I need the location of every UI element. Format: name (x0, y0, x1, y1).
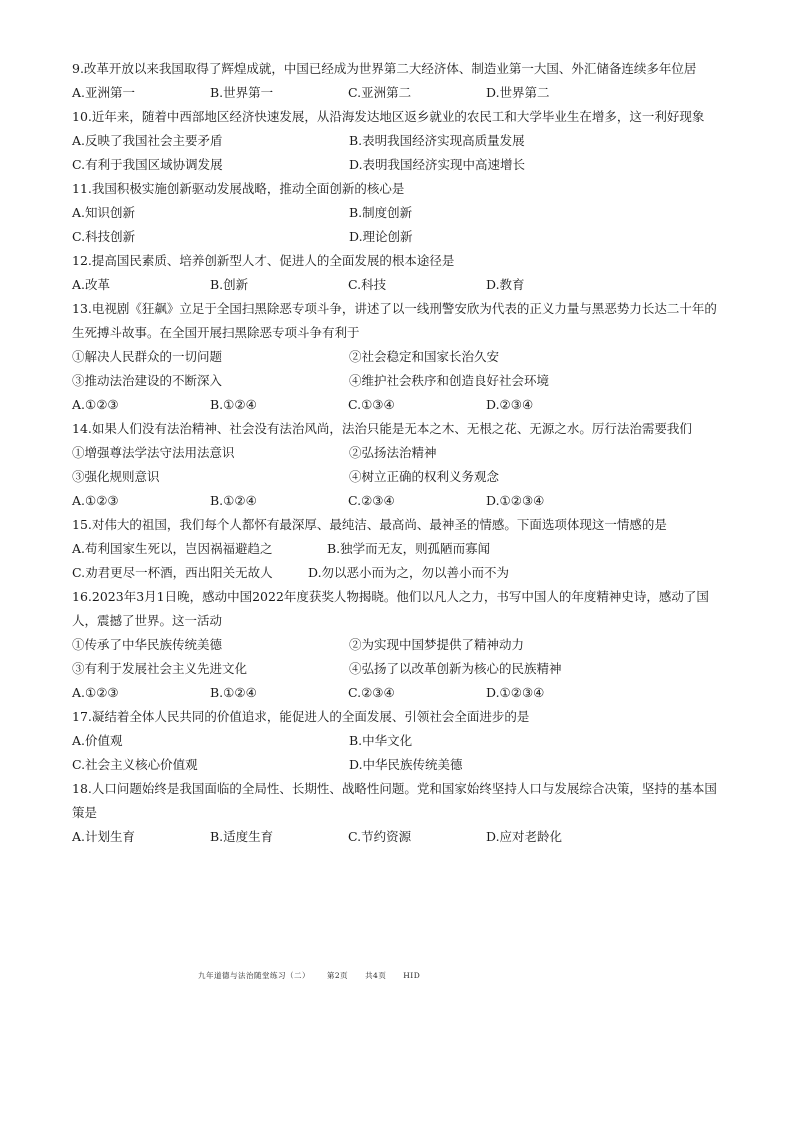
question-17 (72, 705, 722, 777)
options-row (72, 537, 722, 561)
statement-4: ④弘扬了以改革创新为核心的民族精神 (349, 661, 562, 676)
option-c: C.②③④ (348, 685, 395, 700)
option-b: B.创新 (210, 277, 249, 292)
options-row (72, 129, 722, 153)
options-row (72, 681, 722, 705)
question-list (72, 57, 722, 849)
options-row (72, 201, 722, 225)
option-a: A.①②③ (72, 493, 119, 508)
options-row (72, 273, 722, 297)
footer-code: HID (403, 971, 421, 980)
option-c: C.②③④ (348, 493, 395, 508)
option-b: B.独学而无友，则孤陋而寡闻 (327, 541, 491, 556)
question-18 (72, 777, 722, 849)
option-b: B.①②④ (210, 685, 257, 700)
question-stem: 15.对伟大的祖国，我们每个人都怀有最深厚、最纯洁、最高尚、最神圣的情感。下面选项体现这一情感的是 (72, 517, 667, 532)
option-c: C.亚洲第二 (348, 85, 412, 100)
statement-1: ①解决人民群众的一切问题 (72, 349, 223, 364)
question-11 (72, 177, 722, 249)
options-row (72, 81, 722, 105)
footer-page-number: 第2页 (326, 971, 349, 980)
statements-row (72, 657, 722, 681)
statement-1: ①增强尊法学法守法用法意识 (72, 445, 235, 460)
option-c: C.社会主义核心价值观 (72, 757, 198, 772)
options-row (72, 561, 722, 585)
option-d: D.勿以恶小而为之，勿以善小而不为 (308, 565, 510, 580)
statement-2: ②为实现中国梦提供了精神动力 (349, 637, 525, 652)
option-a: A.知识创新 (72, 205, 136, 220)
options-row (72, 825, 722, 849)
option-b: B.表明我国经济实现高质量发展 (349, 133, 525, 148)
options-row (72, 729, 722, 753)
footer-total-pages: 共4页 (365, 971, 387, 980)
option-c: C.有利于我国区域协调发展 (72, 157, 223, 172)
statements-row (72, 441, 722, 465)
option-a: A.苟利国家生死以，岂因祸福避趋之 (72, 541, 273, 556)
option-d: D.应对老龄化 (486, 829, 563, 844)
statement-3: ③强化规则意识 (72, 469, 160, 484)
question-9 (72, 57, 722, 105)
option-c: C.科技创新 (72, 229, 136, 244)
footer-title: 九年道德与法治随堂练习（二） (198, 971, 310, 980)
option-a: A.价值观 (72, 733, 123, 748)
question-stem: 10.近年来，随着中西部地区经济快速发展，从沿海发达地区返乡就业的农民工和大学毕业生在增多，这一利好现象 (72, 109, 705, 124)
option-a: A.①②③ (72, 685, 119, 700)
option-d: D.①②③④ (486, 685, 545, 700)
statement-4: ④维护社会秩序和创造良好社会环境 (349, 373, 550, 388)
question-stem: 13.电视剧《狂飙》立足于全国扫黑除恶专项斗争，讲述了以一线刑警安欣为代表的正义力量与黑恶势力长达二十年的生死搏斗故事。在全国开展扫黑除恶专项斗争有利于 (72, 301, 717, 340)
option-a: A.改革 (72, 277, 111, 292)
statement-3: ③有利于发展社会主义先进文化 (72, 661, 248, 676)
option-b: B.①②④ (210, 493, 257, 508)
option-d: D.中华民族传统美德 (349, 757, 463, 772)
statements-row (72, 465, 722, 489)
options-row (72, 393, 722, 417)
options-row (72, 225, 722, 249)
option-a: A.计划生育 (72, 829, 136, 844)
statements-row (72, 369, 722, 393)
question-stem: 18.人口问题始终是我国面临的全局性、长期性、战略性问题。党和国家始终坚持人口与发展综合决策，坚持的基本国策是 (72, 781, 717, 820)
option-d: D.世界第二 (486, 85, 550, 100)
question-13 (72, 297, 722, 417)
question-12 (72, 249, 722, 297)
option-d: D.教育 (486, 277, 525, 292)
statements-row (72, 633, 722, 657)
option-c: C.①③④ (348, 397, 395, 412)
option-d: D.表明我国经济实现中高速增长 (349, 157, 526, 172)
statement-2: ②弘扬法治精神 (349, 445, 437, 460)
question-stem: 16.2023年3月1日晚，感动中国2022年度获奖人物揭晓。他们以凡人之力，书写中国人的年度精神史诗，感动了国人，震撼了世界。这一活动 (72, 589, 709, 628)
question-stem: 9.改革开放以来我国取得了辉煌成就，中国已经成为世界第二大经济体、制造业第一大国、外汇储备连续多年位居 (72, 61, 697, 76)
option-b: B.世界第一 (210, 85, 274, 100)
statement-1: ①传承了中华民族传统美德 (72, 637, 223, 652)
options-row (72, 153, 722, 177)
option-c: C.科技 (348, 277, 387, 292)
option-d: D.理论创新 (349, 229, 413, 244)
page-footer (198, 970, 434, 981)
question-15 (72, 513, 722, 585)
options-row (72, 489, 722, 513)
option-c: C.节约资源 (348, 829, 412, 844)
statement-2: ②社会稳定和国家长治久安 (349, 349, 500, 364)
question-stem: 12.提高国民素质、培养创新型人才、促进人的全面发展的根本途径是 (72, 253, 455, 268)
question-stem: 11.我国积极实施创新驱动发展战略，推动全面创新的核心是 (72, 181, 405, 196)
question-16 (72, 585, 722, 705)
statement-4: ④树立正确的权利义务观念 (349, 469, 500, 484)
question-14 (72, 417, 722, 513)
option-d: D.①②③④ (486, 493, 545, 508)
question-stem: 14.如果人们没有法治精神、社会没有法治风尚，法治只能是无本之木、无根之花、无源之水。厉行法治需要我们 (72, 421, 692, 436)
statement-3: ③推动法治建设的不断深入 (72, 373, 223, 388)
question-stem: 17.凝结着全体人民共同的价值追求，能促进人的全面发展、引领社会全面进步的是 (72, 709, 530, 724)
option-b: B.中华文化 (349, 733, 413, 748)
option-b: B.制度创新 (349, 205, 413, 220)
option-a: A.①②③ (72, 397, 119, 412)
option-d: D.②③④ (486, 397, 534, 412)
options-row (72, 753, 722, 777)
question-10 (72, 105, 722, 177)
option-a: A.亚洲第一 (72, 85, 136, 100)
option-b: B.①②④ (210, 397, 257, 412)
option-b: B.适度生育 (210, 829, 274, 844)
statements-row (72, 345, 722, 369)
option-a: A.反映了我国社会主要矛盾 (72, 133, 223, 148)
option-c: C.劝君更尽一杯酒，西出阳关无故人 (72, 565, 273, 580)
